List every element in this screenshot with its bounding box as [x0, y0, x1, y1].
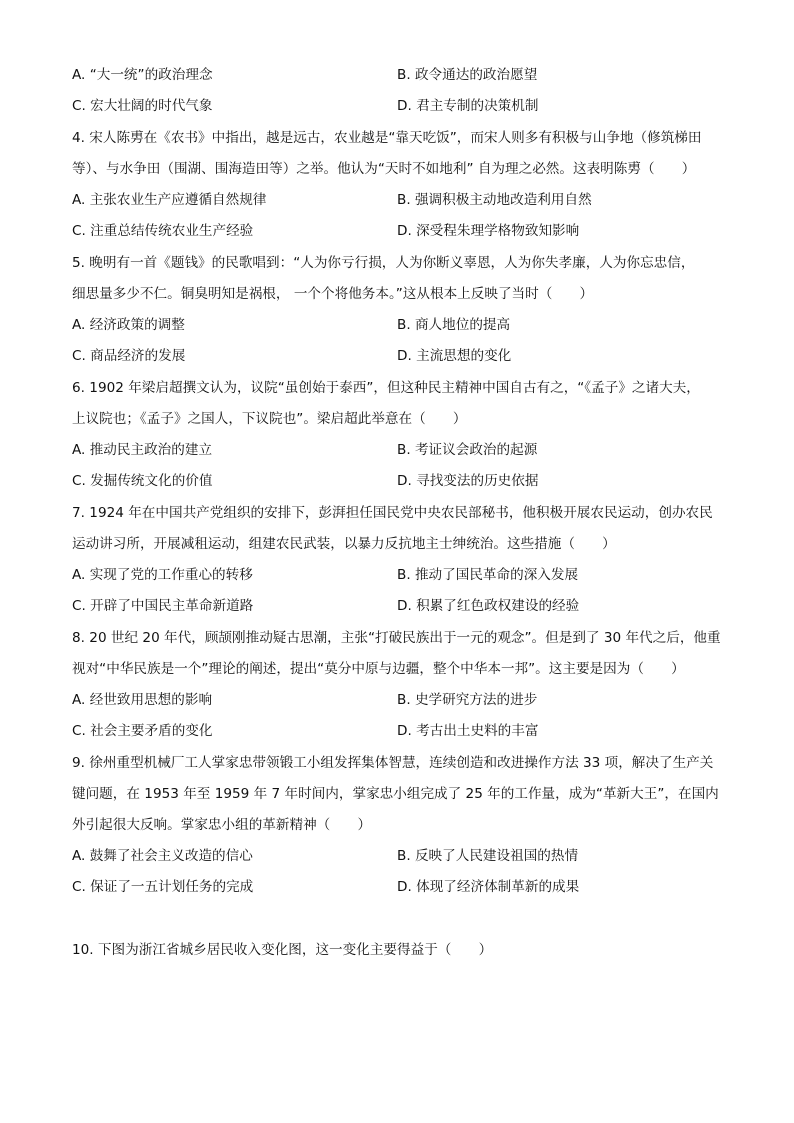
q7-option-c: C. 开辟了中国民主革命新道路: [72, 598, 254, 614]
q5-stem-line-1: 5. 晚明有一首《题钱》的民歌唱到：“人为你亏行损，人为你断义辜恩，人为你失孝廉，人为你忘忠信，: [72, 255, 695, 271]
q5-option-d: D. 主流思想的变化: [397, 348, 512, 364]
q6-option-b: B. 考证议会政治的起源: [397, 442, 538, 458]
q4-stem-line-1: 4. 宋人陈旉在《农书》中指出，越是远古，农业越是“靠天吃饭”，而宋人则多有积极与山争地（修筑梯田: [72, 130, 702, 146]
q7-option-b: B. 推动了国民革命的深入发展: [397, 567, 579, 583]
q9-option-a: A. 鼓舞了社会主义改造的信心: [72, 848, 253, 864]
q8-option-c: C. 社会主要矛盾的变化: [72, 723, 213, 739]
q4-option-c: C. 注重总结传统农业生产经验: [72, 223, 254, 239]
q8-stem-line-1: 8. 20 世纪 20 年代，顾颉刚推动疑古思潮，主张“打破民族出于一元的观念”。但是到了 30 年代之后，他重: [72, 630, 721, 646]
q4-option-b: B. 强调积极主动地改造利用自然: [397, 192, 592, 208]
q9-stem-line-2: 键问题，在 1953 年至 1959 年 7 年时间内，掌家忠小组完成了 25 年的工作量，成为“革新大王”，在国内: [72, 786, 719, 802]
q5-option-a: A. 经济政策的调整: [72, 317, 185, 333]
q7-option-a: A. 实现了党的工作重心的转移: [72, 567, 253, 583]
q4-option-d: D. 深受程朱理学格物致知影响: [397, 223, 580, 239]
q9-option-d: D. 体现了经济体制革新的成果: [397, 879, 580, 895]
q6-option-c: C. 发掘传统文化的价值: [72, 473, 213, 489]
q3-option-d: D. 君主专制的决策机制: [397, 98, 539, 114]
q3-option-b: B. 政令通达的政治愿望: [397, 67, 538, 83]
q8-option-d: D. 考古出土史料的丰富: [397, 723, 539, 739]
q9-option-c: C. 保证了一五计划任务的完成: [72, 879, 254, 895]
q8-stem-line-2: 视对“中华民族是一个”理论的阐述，提出“莫分中原与边疆，整个中华本一邦”。这主要是因为（ ）: [72, 661, 685, 677]
q7-stem-line-1: 7. 1924 年在中国共产党组织的安排下，彭湃担任国民党中央农民部秘书，他积极开展农民运动，创办农民: [72, 505, 713, 521]
q4-option-a: A. 主张农业生产应遵循自然规律: [72, 192, 267, 208]
q8-option-a: A. 经世致用思想的影响: [72, 692, 213, 708]
q4-stem-line-2: 等）、与水争田（围湖、围海造田等）之举。他认为“天时不如地利” 自为理之必然。这表明陈旉（ ）: [72, 161, 696, 177]
q6-stem-line-1: 6. 1902 年梁启超撰文认为，议院“虽创始于泰西”，但这种民主精神中国自古有之，“《孟子》之诸大夫，: [72, 380, 700, 396]
q9-option-b: B. 反映了人民建设祖国的热情: [397, 848, 579, 864]
q9-stem-line-1: 9. 徐州重型机械厂工人掌家忠带领锻工小组发挥集体智慧，连续创造和改进操作方法 33 项，解决了生产关: [72, 755, 714, 771]
q10-stem-line-1: 10. 下图为浙江省城乡居民收入变化图，这一变化主要得益于（ ）: [72, 942, 493, 958]
q7-stem-line-2: 运动讲习所，开展减租运动，组建农民武装，以暴力反抗地主士绅统治。这些措施（ ）: [72, 536, 616, 552]
q3-option-a: A. “大一统”的政治理念: [72, 67, 213, 83]
q8-option-b: B. 史学研究方法的进步: [397, 692, 538, 708]
q7-option-d: D. 积累了红色政权建设的经验: [397, 598, 580, 614]
q5-stem-line-2: 细思量多少不仁。铜臭明知是祸根， 一个个将他务本。”这从根本上反映了当时（ ）: [72, 286, 594, 302]
q9-stem-line-3: 外引起很大反响。掌家忠小组的革新精神（ ）: [72, 817, 372, 833]
q6-option-d: D. 寻找变法的历史依据: [397, 473, 539, 489]
q5-option-c: C. 商品经济的发展: [72, 348, 186, 364]
q6-stem-line-2: 上议院也；《孟子》之国人，下议院也”。梁启超此举意在（ ）: [72, 411, 467, 427]
q6-option-a: A. 推动民主政治的建立: [72, 442, 213, 458]
q3-option-c: C. 宏大壮阔的时代气象: [72, 98, 213, 114]
q5-option-b: B. 商人地位的提高: [397, 317, 511, 333]
